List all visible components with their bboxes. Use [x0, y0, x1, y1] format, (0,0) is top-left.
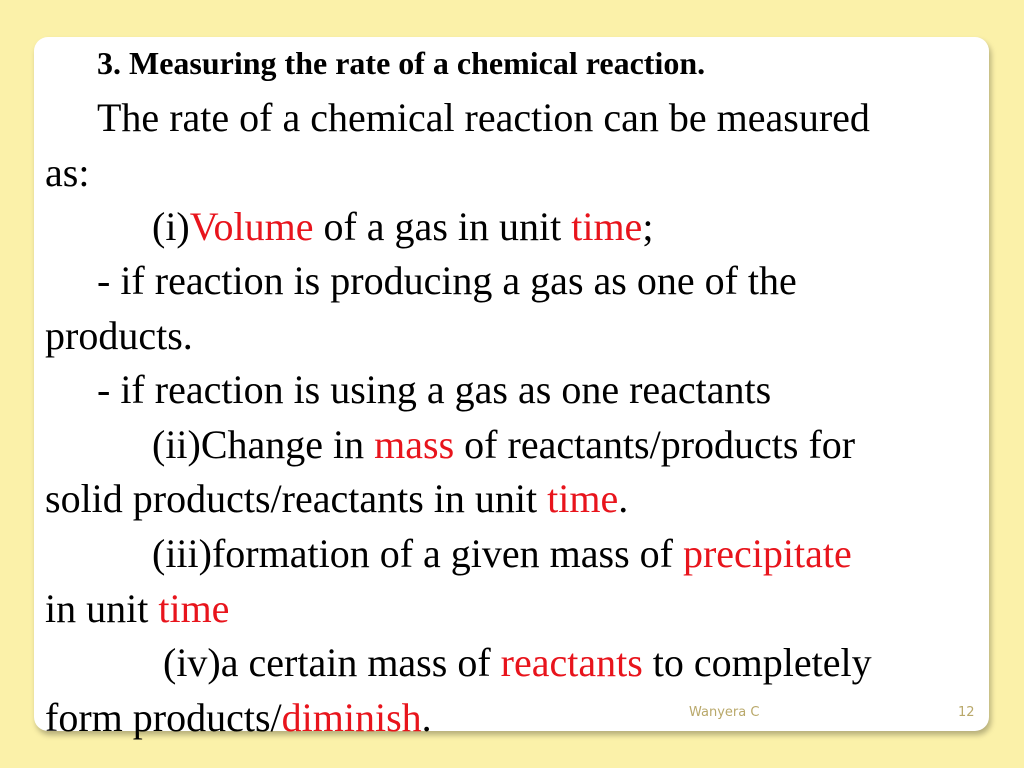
item-4-text-2: form products/ — [45, 695, 282, 740]
keyword-diminish: diminish — [281, 695, 422, 740]
footer-author: Wanyera C — [689, 705, 760, 720]
keyword-time: time — [158, 586, 230, 631]
bullet-1-line-1: - if reaction is producing a gas as one of the — [97, 258, 797, 303]
item-4-line-2 — [45, 695, 432, 740]
bullet-2: - if reaction is using a gas as one reactants — [97, 367, 772, 412]
intro-line-1: The rate of a chemical reaction can be measured — [97, 95, 870, 140]
item-4-line-1 — [163, 640, 872, 685]
intro-line-2: as: — [45, 150, 90, 195]
slide-number: 12 — [958, 705, 975, 720]
item-3-text: (iii)formation of a given mass of — [152, 531, 683, 576]
item-1 — [152, 204, 654, 249]
item-2-end: . — [618, 476, 629, 521]
item-2-line-2 — [45, 476, 629, 521]
item-4-text-cont: to completely — [642, 640, 872, 685]
item-1-end: ; — [642, 204, 654, 249]
item-2-text-2: solid products/reactants in unit — [45, 476, 548, 521]
keyword-time: time — [571, 204, 643, 249]
item-2-line-1 — [152, 422, 856, 467]
item-3-line-1 — [152, 531, 852, 576]
item-2-text-cont: of reactants/products for — [454, 422, 856, 467]
item-2-text: (ii)Change in — [152, 422, 375, 467]
item-3-text-2: in unit — [45, 586, 159, 631]
keyword-precipitate: precipitate — [682, 531, 852, 576]
keyword-time: time — [547, 476, 619, 521]
keyword-mass: mass — [374, 422, 455, 467]
item-1-text: of a gas in unit — [313, 204, 572, 249]
item-1-number: (i) — [152, 204, 190, 249]
item-3-line-2 — [45, 586, 230, 631]
bullet-1-line-2: products. — [45, 313, 193, 358]
keyword-volume: Volume — [189, 204, 314, 249]
slide-title: 3. Measuring the rate of a chemical reaction. — [97, 45, 706, 81]
item-4-text: (iv)a certain mass of — [163, 640, 501, 685]
item-4-end: . — [421, 695, 432, 740]
keyword-reactants: reactants — [500, 640, 643, 685]
